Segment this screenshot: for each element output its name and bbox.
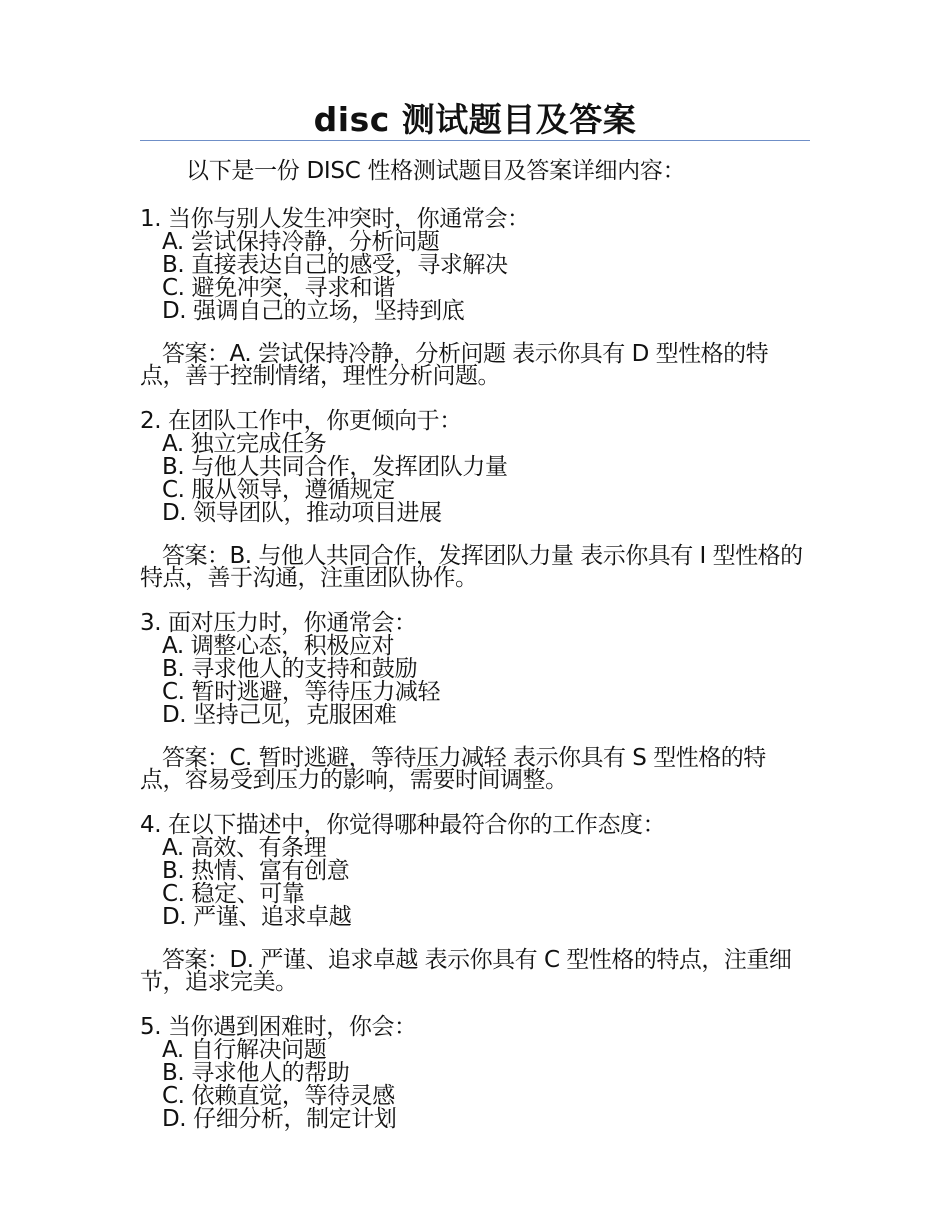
option-list: [140, 1039, 810, 1131]
option-d: D. 严谨、追求卓越: [162, 904, 352, 930]
option-a: A. 独立完成任务: [162, 431, 327, 457]
option-d: D. 坚持己见，克服困难: [162, 702, 397, 728]
question-3: [140, 611, 810, 791]
option-a: A. 自行解决问题: [162, 1037, 327, 1063]
option-list: [140, 837, 810, 929]
option-b: B. 与他人共同合作，发挥团队力量: [162, 454, 508, 480]
option-b: B. 寻求他人的帮助: [162, 1060, 350, 1086]
option-c: C. 稳定、可靠: [162, 881, 305, 907]
option-c: C. 依赖直觉，等待灵感: [162, 1083, 395, 1109]
option-a: A. 调整心态，积极应对: [162, 633, 395, 659]
option-a: A. 尝试保持冷静，分析问题: [162, 229, 440, 255]
option-c: C. 避免冲突，寻求和谐: [162, 275, 395, 301]
document-title: disc 测试题目及答案: [140, 100, 810, 141]
question-4: [140, 813, 810, 993]
intro-paragraph: 以下是一份 DISC 性格测试题目及答案详细内容：: [186, 158, 686, 184]
option-c: C. 服从领导，遵循规定: [162, 477, 395, 503]
answer-paragraph: 答案：D. 严谨、追求卓越 表示你具有 C 型性格的特点，注重细节，追求完美。: [140, 947, 792, 995]
question-2: [140, 409, 810, 589]
question-5: [140, 1015, 810, 1131]
option-b: B. 寻求他人的支持和鼓励: [162, 656, 418, 682]
option-c: C. 暂时逃避，等待压力减轻: [162, 679, 441, 705]
option-b: B. 热情、富有创意: [162, 858, 350, 884]
option-a: A. 高效、有条理: [162, 835, 327, 861]
option-d: D. 强调自己的立场，坚持到底: [162, 298, 465, 324]
answer-paragraph: 答案：C. 暂时逃避，等待压力减轻 表示你具有 S 型性格的特点，容易受到压力的影响，需要时间调整。: [140, 745, 766, 793]
option-b: B. 直接表达自己的感受，寻求解决: [162, 252, 508, 278]
option-list: [140, 231, 810, 323]
answer-paragraph: 答案：A. 尝试保持冷静，分析问题 表示你具有 D 型性格的特点，善于控制情绪，理性分析问题。: [140, 341, 769, 389]
question-text: 3. 面对压力时，你通常会：: [140, 610, 417, 636]
question-text: 4. 在以下描述中，你觉得哪种最符合你的工作态度：: [140, 812, 666, 838]
question-1: [140, 207, 810, 387]
option-d: D. 仔细分析，制定计划: [162, 1106, 397, 1132]
option-d: D. 领导团队，推动项目进展: [162, 500, 442, 526]
option-list: [140, 433, 810, 525]
question-text: 1. 当你与别人发生冲突时，你通常会：: [140, 206, 530, 232]
question-text: 5. 当你遇到困难时，你会：: [140, 1014, 417, 1040]
answer-paragraph: 答案：B. 与他人共同合作，发挥团队力量 表示你具有 I 型性格的特点，善于沟通，注重团队协作。: [140, 543, 803, 591]
question-text: 2. 在团队工作中，你更倾向于：: [140, 408, 462, 434]
option-list: [140, 635, 810, 727]
